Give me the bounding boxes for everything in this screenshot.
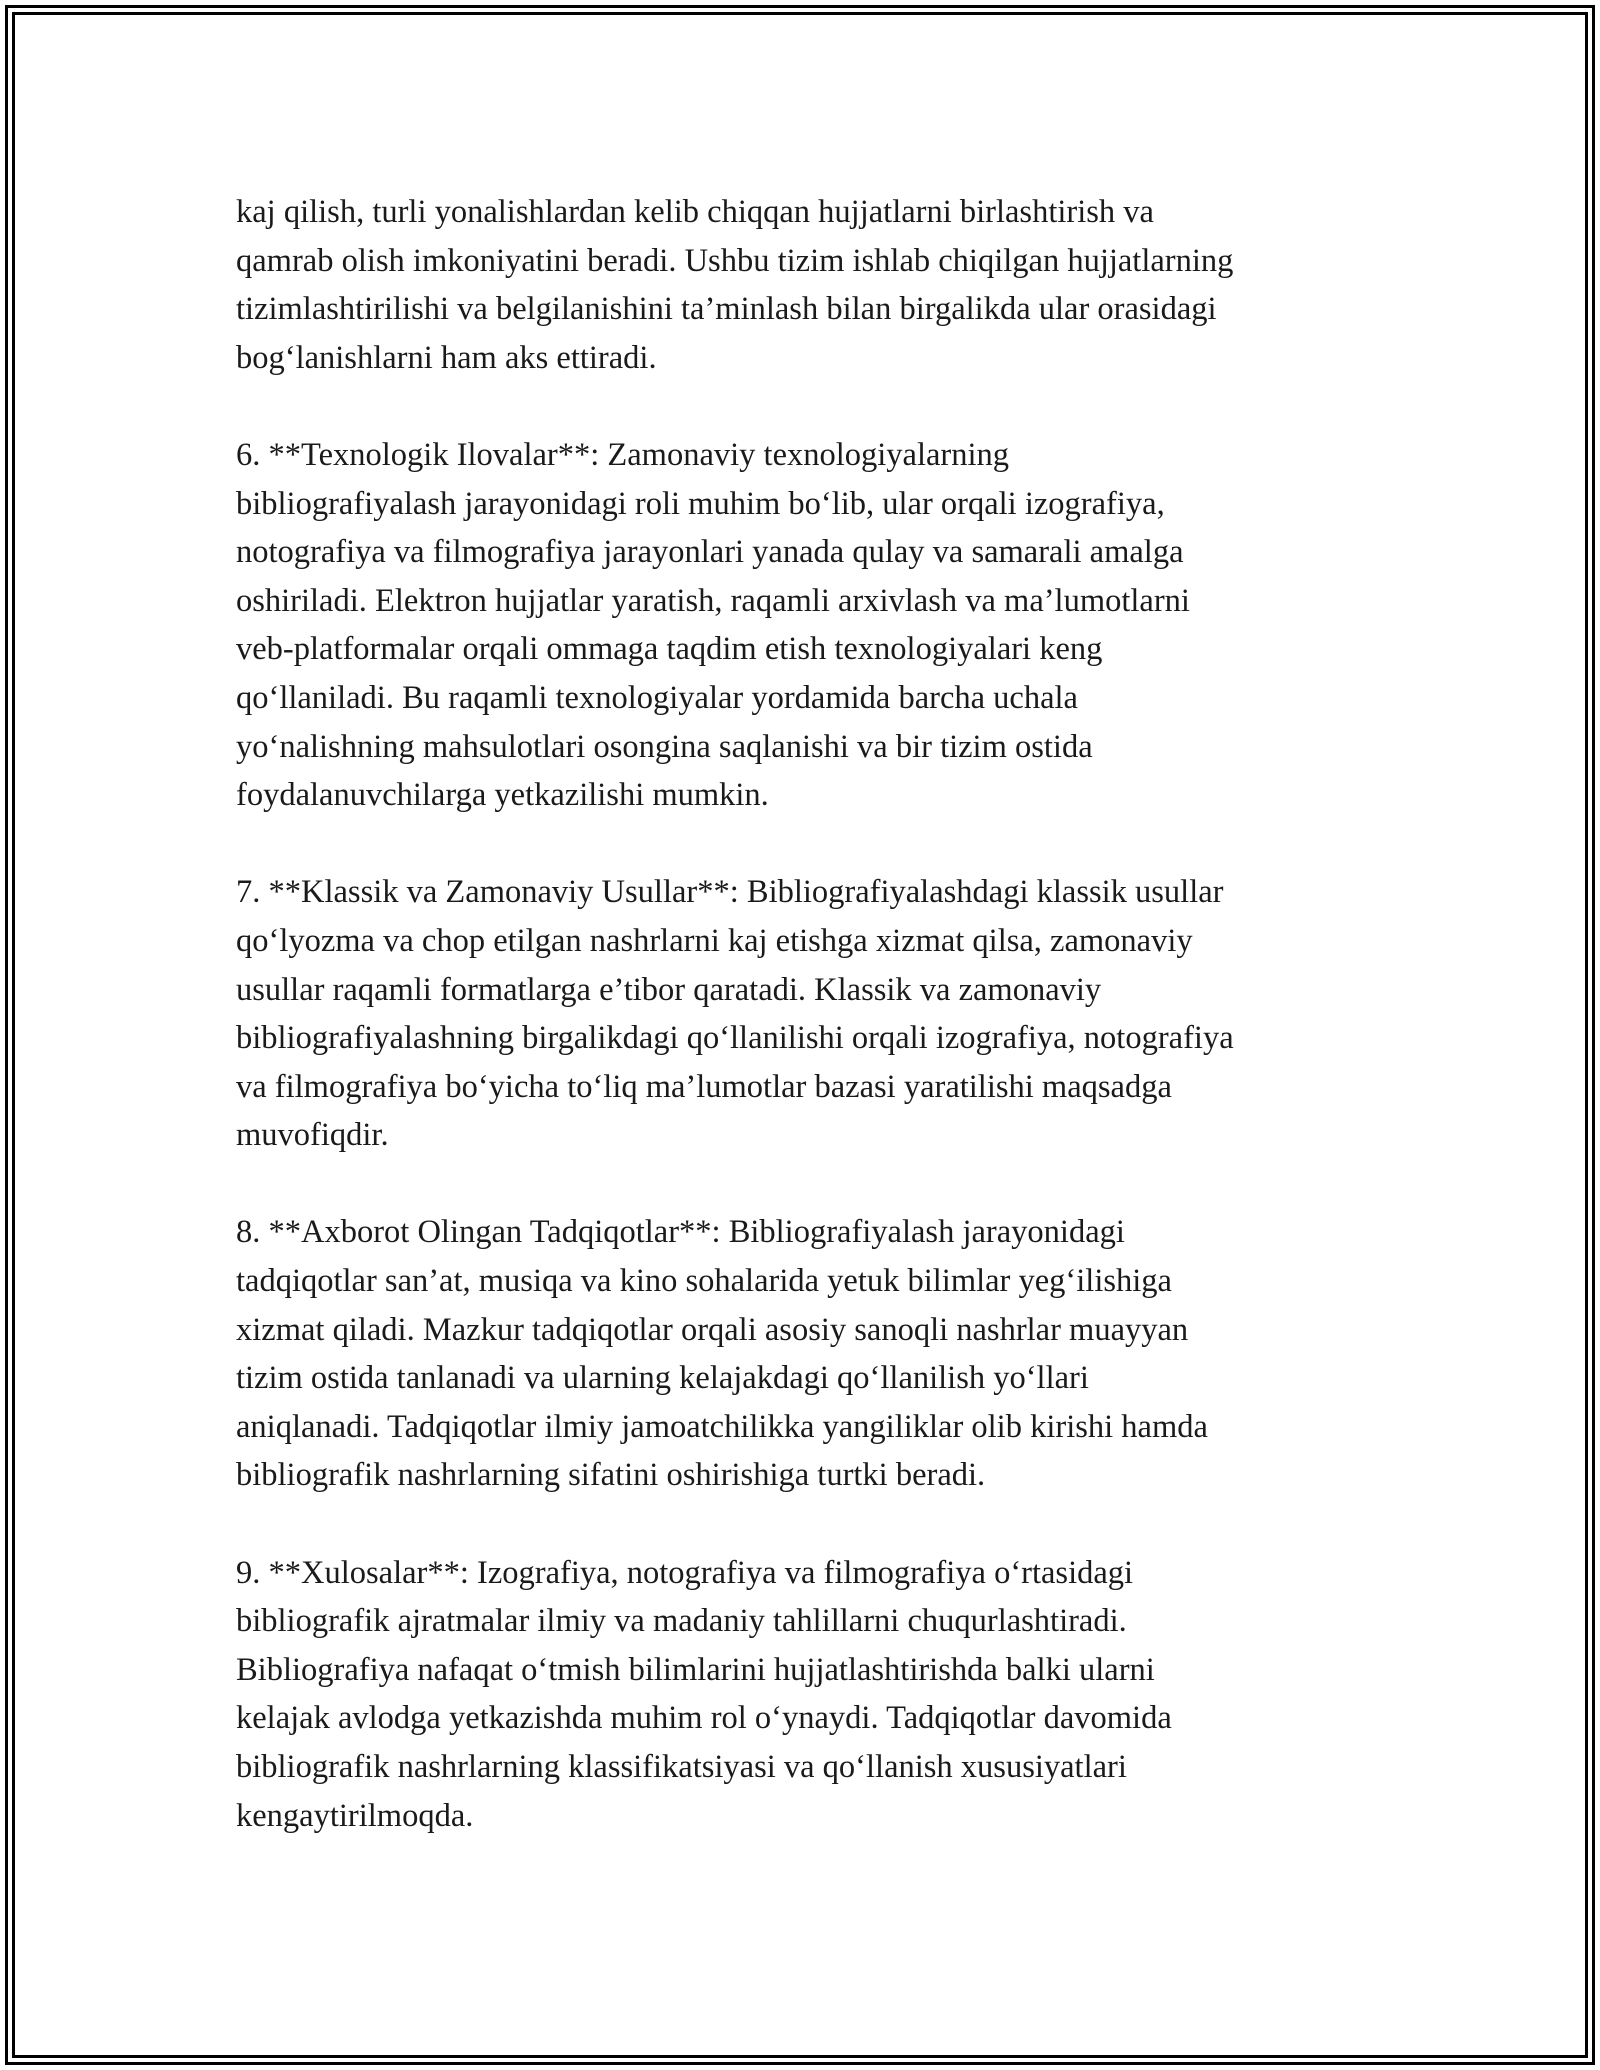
text-line: kengaytirilmoqda.	[236, 1797, 474, 1834]
text-line: oshiriladi. Elektron hujjatlar yaratish, raqamli arxivlash va ma’lumotlarni	[236, 582, 1190, 619]
text-line: muvofiqdir.	[236, 1117, 389, 1154]
text-line: tadqiqotlar san’at, musiqa va kino sohalarida yetuk bilimlar yeg‘ilishiga	[236, 1263, 1172, 1300]
text-line: bibliografiyalash jarayonidagi roli muhim bo‘lib, ular orqali izografiya,	[236, 485, 1165, 522]
text-line: bibliografik nashrlarning sifatini oshirishiga turtki beradi.	[236, 1457, 986, 1494]
text-line: 7. **Klassik va Zamonaviy Usullar**: Bibliografiyalashdagi klassik usullar	[236, 874, 1224, 911]
text-line: xizmat qiladi. Mazkur tadqiqotlar orqali asosiy sanoqli nashrlar muayyan	[236, 1311, 1189, 1348]
paragraph-texnologik-ilovalar	[236, 431, 1366, 820]
paragraph-xulosalar	[236, 1549, 1366, 1841]
paragraph-continuation	[236, 188, 1366, 382]
text-line: Bibliografiya nafaqat o‘tmish bilimlarini hujjatlashtirishda balki ularni	[236, 1651, 1155, 1688]
text-line: kelajak avlodga yetkazishda muhim rol o‘ynaydi. Tadqiqotlar davomida	[236, 1700, 1172, 1737]
text-line: 9. **Xulosalar**: Izografiya, notografiya va filmografiya o‘rtasidagi	[236, 1554, 1134, 1591]
text-line: bibliografik nashrlarning klassifikatsiyasi va qo‘llanish xususiyatlari	[236, 1749, 1127, 1785]
text-line: qo‘llaniladi. Bu raqamli texnologiyalar yordamida barcha uchala	[236, 679, 1078, 716]
text-line: usullar raqamli formatlarga e’tibor qaratadi. Klassik va zamonaviy	[236, 971, 1102, 1008]
text-line: va filmografiya bo‘yicha to‘liq ma’lumotlar bazasi yaratilishi maqsadga	[236, 1068, 1172, 1105]
text-line: tizim ostida tanlanadi va ularning kelajakdagi qo‘llanilish yo‘llari	[236, 1360, 1089, 1397]
text-line: tizimlashtirilishi va belgilanishini ta’minlash bilan birgalikda ular orasidagi	[236, 291, 1217, 328]
document-body	[236, 188, 1366, 1889]
text-line: yo‘nalishning mahsulotlari osongina saqlanishi va bir tizim ostida	[236, 728, 1093, 765]
text-line: qo‘lyozma va chop etilgan nashrlarni kaj etishga xizmat qilsa, zamonaviy	[236, 922, 1193, 959]
text-line: veb-platformalar orqali ommaga taqdim etish texnologiyalari keng	[236, 631, 1103, 668]
paragraph-axborot-olingan-tadqiqotlar	[236, 1208, 1366, 1500]
text-line: aniqlanadi. Tadqiqotlar ilmiy jamoatchilikka yangiliklar olib kirishi hamda	[236, 1408, 1208, 1445]
text-line: bibliografiyalashning birgalikdagi qo‘llanilishi orqali izografiya, notografiya	[236, 1020, 1234, 1057]
text-line: qamrab olish imkoniyatini beradi. Ushbu tizim ishlab chiqilgan hujjatlarning	[236, 242, 1234, 279]
text-line: kaj qilish, turli yonalishlardan kelib chiqqan hujjatlarni birlashtirish va	[236, 194, 1154, 230]
paragraph-klassik-zamonaviy-usullar	[236, 868, 1366, 1160]
text-line: bog‘lanishlarni ham aks ettiradi.	[236, 339, 657, 376]
text-line: 8. **Axborot Olingan Tadqiqotlar**: Bibliografiyalash jarayonidagi	[236, 1214, 1125, 1251]
text-line: bibliografik ajratmalar ilmiy va madaniy tahlillarni chuqurlashtiradi.	[236, 1603, 1127, 1640]
text-line: 6. **Texnologik Ilovalar**: Zamonaviy texnologiyalarning	[236, 436, 1010, 473]
text-line: foydalanuvchilarga yetkazilishi mumkin.	[236, 777, 769, 814]
text-line: notografiya va filmografiya jarayonlari yanada qulay va samarali amalga	[236, 534, 1184, 571]
